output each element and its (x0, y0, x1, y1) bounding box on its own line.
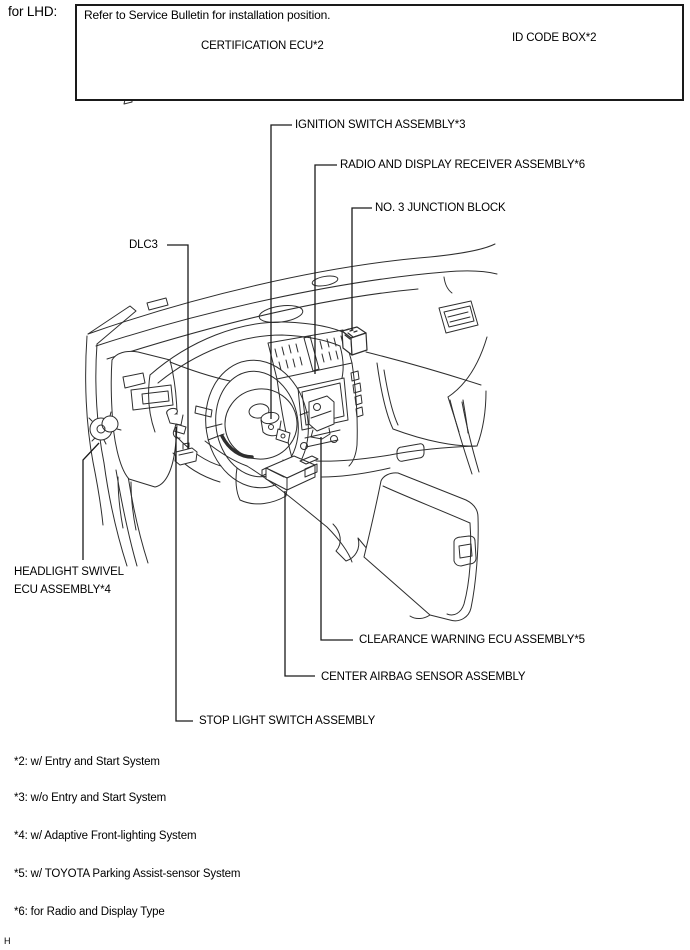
page-marker: H (4, 936, 11, 946)
callout-center-airbag: CENTER AIRBAG SENSOR ASSEMBLY (321, 671, 526, 683)
footnote-5: *5: w/ TOYOTA Parking Assist-sensor System (14, 868, 241, 880)
callout-certification-ecu: CERTIFICATION ECU*2 (201, 40, 324, 52)
for-lhd-label: for LHD: (8, 4, 58, 19)
leader-ignition-switch (271, 125, 292, 419)
footnote-3: *3: w/o Entry and Start System (14, 792, 167, 804)
callout-clearance-warning: CLEARANCE WARNING ECU ASSEMBLY*5 (359, 634, 585, 646)
footnote-6: *6: for Radio and Display Type (14, 906, 165, 918)
callout-radio-display: RADIO AND DISPLAY RECEIVER ASSEMBLY*6 (340, 159, 585, 171)
callout-dlc3: DLC3 (129, 239, 158, 251)
junction-block-art (342, 327, 367, 355)
center-console-art (364, 400, 479, 621)
callout-id-code-box: ID CODE BOX*2 (512, 32, 597, 44)
callout-headlight-swivel-line1: HEADLIGHT SWIVEL (14, 566, 124, 578)
callout-ignition-switch: IGNITION SWITCH ASSEMBLY*3 (295, 119, 466, 131)
leader-headlight-swivel (83, 443, 99, 560)
footnote-4: *4: w/ Adaptive Front-lighting System (14, 830, 197, 842)
leader-stop-light (176, 427, 193, 721)
bulletin-note: Refer to Service Bulletin for installation position. (84, 8, 331, 22)
leader-center-airbag (285, 491, 315, 676)
callout-stop-light: STOP LIGHT SWITCH ASSEMBLY (199, 715, 376, 727)
callout-headlight-swivel-line2: ECU ASSEMBLY*4 (14, 584, 111, 596)
leader-junction-block (352, 208, 372, 330)
ignition-switch-art (260, 411, 290, 443)
callout-junction-block: NO. 3 JUNCTION BLOCK (375, 202, 506, 214)
callout-headlight-swivel (14, 563, 124, 599)
footnote-2: *2: w/ Entry and Start System (14, 756, 160, 768)
clearance-warning-ecu-art (309, 396, 334, 439)
center-airbag-sensor-art (262, 456, 318, 490)
